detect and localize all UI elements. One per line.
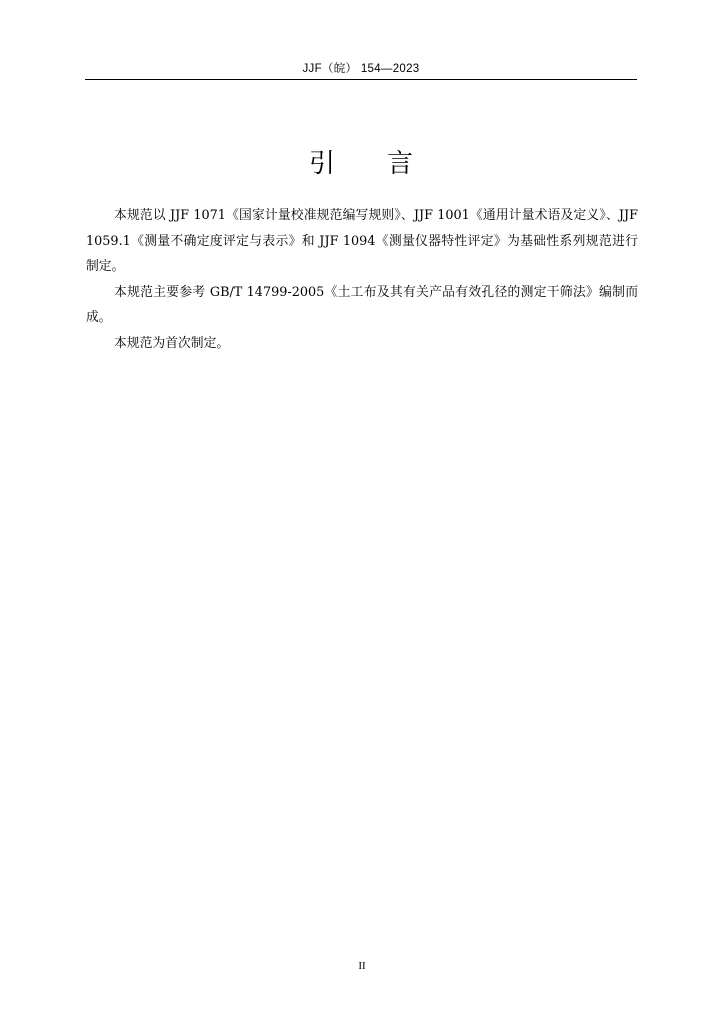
paragraph-reference: 本规范主要参考 GB/T 14799-2005《土工布及其有关产品有效孔径的测定干筛法》编制而成。 — [86, 284, 638, 325]
running-header: JJF（皖） 154—2023 — [302, 63, 420, 75]
header-rule — [85, 79, 637, 80]
foreword-body — [86, 203, 638, 356]
paragraph-first-edition: 本规范为首次制定。 — [114, 335, 230, 351]
page-title: 引言 — [308, 149, 465, 179]
page-number: II — [358, 960, 366, 972]
paragraph-basis: 本规范以 JJF 1071《国家计量校准规范编写规则》、JJF 1001《通用计量术语及定义》、JJF 1059.1《测量不确定度评定与表示》和 JJF 1094《测量仪器特性评定》为基础性系列规范进行制定。 — [86, 208, 638, 274]
